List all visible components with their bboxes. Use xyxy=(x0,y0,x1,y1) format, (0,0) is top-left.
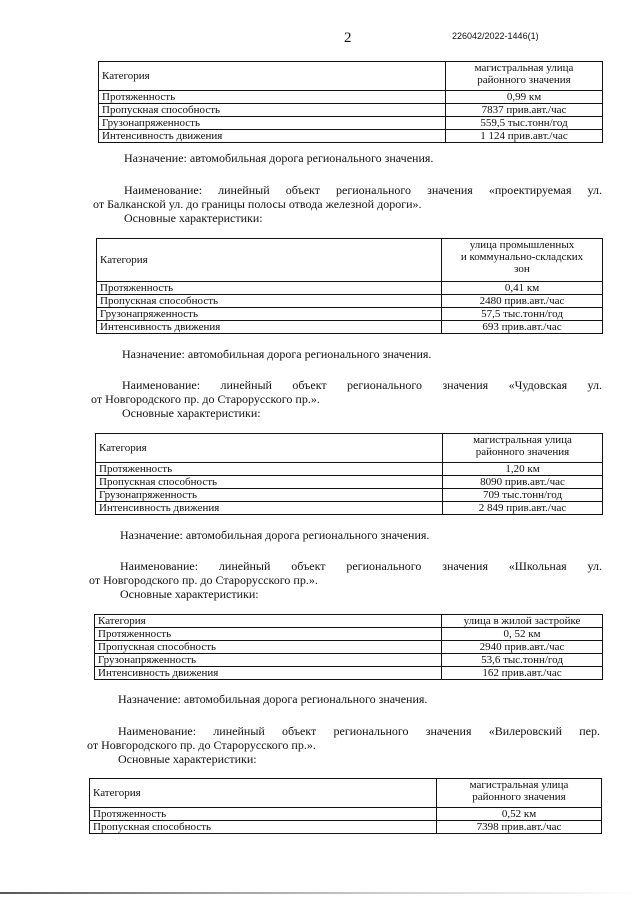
table-row-capacity xyxy=(90,821,602,834)
length-value: 0,41 км xyxy=(442,282,603,295)
table-row-category xyxy=(95,615,603,628)
category-value-line: магистральная улица xyxy=(469,779,569,791)
table-row-intensity xyxy=(95,667,603,680)
category-value-line: улица промышленных xyxy=(469,239,575,251)
load-value: 709 тыс.тонн/год xyxy=(443,489,603,502)
category-value xyxy=(446,62,603,91)
purpose-text: Назначение: автомобильная дорога регионального значения. xyxy=(120,528,430,542)
category-value-line: магистральная улица xyxy=(474,62,574,74)
characteristics-heading: Основные характеристики: xyxy=(120,587,259,601)
table-row-length xyxy=(95,628,603,641)
intensity-value: 693 прив.авт./час xyxy=(442,321,603,334)
intensity-value: 1 124 прив.авт./час xyxy=(446,130,603,143)
intensity-label: Интенсивность движения xyxy=(95,667,442,680)
length-label: Протяженность xyxy=(90,808,437,821)
category-value-line: и коммунально-складских xyxy=(460,251,584,263)
length-label: Протяженность xyxy=(99,91,446,104)
capacity-label: Пропускная способность xyxy=(99,104,446,117)
length-value: 0,99 км xyxy=(446,91,603,104)
characteristics-heading: Основные характеристики: xyxy=(122,406,261,420)
document-reference: 226042/2022-1446(1) xyxy=(452,31,539,41)
category-value-line: районного значения xyxy=(475,446,570,458)
category-label: Категория xyxy=(96,434,443,463)
capacity-value: 7398 прив.авт./час xyxy=(437,821,602,834)
category-value xyxy=(443,434,603,463)
capacity-value: 7837 прив.авт./час xyxy=(446,104,603,117)
category-value-line: зон xyxy=(514,263,530,275)
table-row-category xyxy=(90,779,602,808)
name-line: Наименование: линейный объект регионального значения «Чудовская ул. xyxy=(122,378,602,392)
capacity-label: Пропускная способность xyxy=(95,641,442,654)
table-row-category xyxy=(97,239,603,282)
characteristics-heading: Основные характеристики: xyxy=(124,211,263,225)
table-row-category xyxy=(96,434,603,463)
name-line: от Новгородского пр. до Старорусского пр.». xyxy=(91,392,320,406)
category-label: Категория xyxy=(97,239,442,282)
capacity-value: 8090 прив.авт./час xyxy=(443,476,603,489)
spec-table-2 xyxy=(96,238,603,334)
load-label: Грузонапряженность xyxy=(95,654,442,667)
table-row-capacity xyxy=(99,104,603,117)
name-line: от Новгородского пр. до Старорусского пр.». xyxy=(89,573,318,587)
length-value: 0, 52 км xyxy=(442,628,603,641)
load-value: 57,5 тыс.тонн/год xyxy=(442,308,603,321)
category-value xyxy=(442,239,603,282)
load-label: Грузонапряженность xyxy=(97,308,442,321)
table-row-length xyxy=(99,91,603,104)
intensity-label: Интенсивность движения xyxy=(96,502,443,515)
spec-table-1 xyxy=(98,61,603,143)
capacity-label: Пропускная способность xyxy=(96,476,443,489)
capacity-value: 2940 прив.авт./час xyxy=(442,641,603,654)
category-value-line: районного значения xyxy=(472,791,566,803)
table-row-load xyxy=(97,308,603,321)
load-label: Грузонапряженность xyxy=(96,489,443,502)
category-value-line: районного значения xyxy=(477,74,571,86)
length-value: 1,20 км xyxy=(443,463,603,476)
capacity-label: Пропускная способность xyxy=(97,295,442,308)
category-label: Категория xyxy=(99,62,446,91)
scan-edge-shadow xyxy=(0,892,640,894)
name-line: от Новгородского пр. до Старорусского пр.». xyxy=(87,738,316,752)
name-line: Наименование: линейный объект регионального значения «Вилеровский пер. xyxy=(118,724,600,738)
purpose-text: Назначение: автомобильная дорога регионального значения. xyxy=(122,347,432,361)
table-row-load xyxy=(99,117,603,130)
table-row-capacity xyxy=(97,295,603,308)
table-row-length xyxy=(90,808,602,821)
capacity-label: Пропускная способность xyxy=(90,821,437,834)
purpose-text: Назначение: автомобильная дорога регионального значения. xyxy=(118,692,428,706)
category-value xyxy=(442,615,603,628)
load-value: 53,6 тыс.тонн/год xyxy=(442,654,603,667)
table-row-load xyxy=(96,489,603,502)
length-label: Протяженность xyxy=(96,463,443,476)
length-label: Протяженность xyxy=(97,282,442,295)
intensity-value: 162 прив.авт./час xyxy=(442,667,603,680)
table-row-category xyxy=(99,62,603,91)
category-value-line: магистральная улица xyxy=(473,434,572,446)
table-row-length xyxy=(96,463,603,476)
table-row-intensity xyxy=(99,130,603,143)
capacity-value: 2480 прив.авт./час xyxy=(442,295,603,308)
table-row-intensity xyxy=(97,321,603,334)
name-line: от Балканской ул. до границы полосы отвода железной дороги». xyxy=(93,197,422,211)
category-value xyxy=(437,779,602,808)
spec-table-4 xyxy=(94,614,603,680)
length-label: Протяженность xyxy=(95,628,442,641)
purpose-text: Назначение: автомобильная дорога регионального значения. xyxy=(124,151,434,165)
intensity-label: Интенсивность движения xyxy=(99,130,446,143)
intensity-value: 2 849 прив.авт./час xyxy=(443,502,603,515)
category-label: Категория xyxy=(95,615,442,628)
load-label: Грузонапряженность xyxy=(99,117,446,130)
table-row-capacity xyxy=(95,641,603,654)
load-value: 559,5 тыс.тонн/год xyxy=(446,117,603,130)
category-label: Категория xyxy=(90,779,437,808)
spec-table-5 xyxy=(89,778,602,834)
name-line: Наименование: линейный объект регионального значения «проектируемая ул. xyxy=(124,183,602,197)
table-row-capacity xyxy=(96,476,603,489)
characteristics-heading: Основные характеристики: xyxy=(118,752,257,766)
page-number: 2 xyxy=(344,30,352,46)
length-value: 0,52 км xyxy=(437,808,602,821)
spec-table-3 xyxy=(95,433,603,515)
table-row-intensity xyxy=(96,502,603,515)
intensity-label: Интенсивность движения xyxy=(97,321,442,334)
table-row-load xyxy=(95,654,603,667)
name-line: Наименование: линейный объект регионального значения «Школьная ул. xyxy=(120,559,602,573)
table-row-length xyxy=(97,282,603,295)
category-value-line: улица в жилой застройке xyxy=(463,615,581,627)
